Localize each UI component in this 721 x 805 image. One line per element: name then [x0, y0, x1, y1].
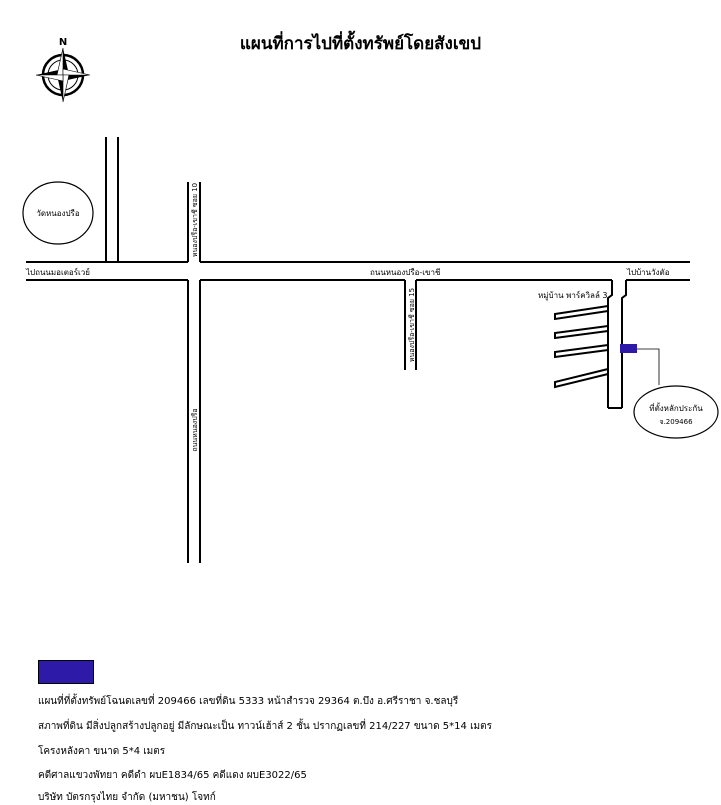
compass-icon: [36, 37, 90, 102]
marker-leader-line: [637, 349, 659, 385]
info-line-roof-structure: โครงหลังคา ขนาด 5*4 เมตร: [38, 746, 166, 757]
info-line-title-deed: แผนที่ที่ตั้งทรัพย์โฉนดเลขที่ 209466 เลขที่ดิน 5333 หน้าสำรวจ 29364 ต.บึง อ.ศรีราชา จ.ชลบุรี: [38, 696, 459, 707]
legend-color-swatch: [38, 660, 94, 684]
road-right-label: ไปบ้านวังตัอ: [627, 268, 670, 277]
map-title: แผนที่การไปที่ตั้งทรัพย์โดยสังเขป: [239, 34, 482, 54]
info-line-plaintiff: บริษัท บัตรกรุงไทย จำกัด (มหาชน) โจทก์: [38, 792, 216, 803]
property-marker: [620, 344, 637, 353]
compass-north-letter: N: [58, 37, 68, 48]
soi-upper-label: หนองปรือ-เขาชี ซอย 10: [191, 182, 199, 258]
village-label: หมู่บ้าน พาร์ควิลล์ 3: [538, 291, 608, 300]
road-main-label: ถนนหนองปรือ-เขาชี: [370, 268, 441, 277]
info-line-land-condition: สภาพที่ดิน มีสิ่งปลูกสร้างปลูกอยู่ มีลักษณะเป็น ทาวน์เฮ้าส์ 2 ชั้น ปรากฏเลขที่ 214/227 ขนาด 5*14 เมตร: [38, 721, 492, 732]
road-left-label: ไปถนนมอเตอร์เวย์: [26, 268, 90, 277]
village-streets: [555, 306, 608, 387]
road-vertical-label: ถนนหนองปรือ: [191, 408, 199, 452]
info-line-court-case: คดีศาลแขวงพัทยา คดีดำ ผบE1834/65 คดีแดง ผบE3022/65: [38, 770, 307, 781]
marker-callout-line2: จ.209466: [659, 418, 693, 426]
road-network: [26, 137, 690, 563]
temple-label: วัดหนองปรือ: [36, 209, 80, 218]
soi-middle-label: หนองปรือ-เขาชี ซอย 15: [408, 287, 416, 363]
marker-callout-line1: ที่ตั้งหลักประกัน: [649, 404, 703, 413]
